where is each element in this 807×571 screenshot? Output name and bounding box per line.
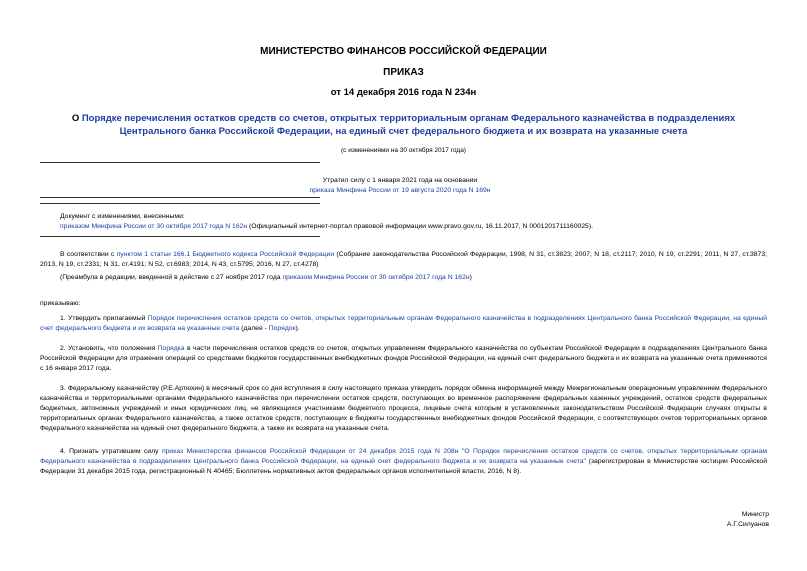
signature [649, 510, 769, 530]
budget-code-link[interactable]: пунктом 1 статьи 166.1 Бюджетного кодекса Российской Федерации [116, 251, 335, 258]
document-title [40, 112, 767, 138]
amended-link[interactable]: приказом Минфина России от 30 октября 2017 года N 162н [60, 223, 248, 230]
signature-title: Министр [741, 511, 769, 518]
doc-type-heading: ПРИКАЗ [383, 67, 424, 78]
edition-end: ) [469, 274, 472, 281]
preamble-text: (Собрание законодательства Российской Федерации, 1998, N 31, ст.3823; 2007, N 18, ст.2117; 2010, N 19, ст.2291; 2011, N 27, ст.3873; 2013, N 19, ст.2331; N 31, ст.4191; N 52, ст.6983; 2014, N 43, ст.5795; 2016, N 27, ст.4278) [40, 251, 768, 268]
ministry-heading: МИНИСТЕРСТВО ФИНАНСОВ РОССИЙСКОЙ ФЕДЕРАЦИИ [260, 46, 547, 57]
item-2 [40, 344, 767, 374]
edition-link[interactable]: приказом Минфина России от 30 октября 2017 года N 162н [282, 274, 470, 281]
order-word: приказываю: [40, 300, 81, 307]
title-prefix: О [71, 113, 82, 124]
divider [40, 197, 320, 198]
signature-name: А.Г.Силуанов [726, 521, 769, 528]
item-1-text: 1. Утвердить прилагаемый [60, 315, 148, 322]
procedure-link[interactable]: Порядок перечисления остатков средств со счетов, открытых территориальным органам Федерального казначейства в подразделениях Центрального банка Российской Федерации, на единый счет федерального бюджета и их возврата на указанные счета [40, 315, 767, 332]
lost-force-text: Утратил силу с 1 января 2021 года на основании [322, 177, 478, 184]
edition-text: (Преамбула в редакции, введенной в действие с 27 ноября 2017 года [60, 274, 283, 281]
item-2-text: 2. Установить, что положения [60, 345, 158, 352]
changes-note: (с изменениями на 30 октября 2017 года) [341, 147, 466, 154]
date-number-heading: от 14 декабря 2016 года N 234н [330, 87, 477, 98]
preamble-edition [40, 273, 767, 283]
procedure-short-link[interactable]: Порядок [268, 325, 296, 332]
amended-rest: (Официальный интернет-портал правовой информации www.pravo.gov.ru, 16.11.2017, N 0001201711160025). [247, 223, 593, 230]
amended-note [60, 212, 780, 232]
preamble [40, 250, 767, 270]
item-4 [40, 447, 767, 477]
divider [40, 236, 320, 237]
item-2-text: в части перечисления остатков средств со счетов, открытых управлениям Федерального казначейства по субъектам Российской Федерации в подразделениях Центрального банка Российской Федерации для отражения операций со средствами бюджетов государственных внебюджетных фондов Российской Федерации, на единый счет федерального бюджета и их возврата на указанные счета применяются с 16 января 2017 года. [40, 345, 767, 372]
lost-force-note [300, 176, 500, 196]
item-1-text: ). [295, 325, 300, 332]
item-4-text: 4. Признать утратившим силу [60, 448, 162, 455]
amended-source [60, 222, 780, 232]
divider [40, 162, 320, 163]
item-1 [40, 314, 767, 334]
item-1-text: (далее - [239, 325, 269, 332]
item-4-text: (зарегистрирован в Министерстве юстиции Российской Федерации 31 декабря 2015 года, регистрационный N 40465; Бюллетень нормативных актов федеральных органов исполнительной власти, 2016, N 8). [40, 458, 767, 475]
procedure-ref-link[interactable]: Порядка [157, 345, 185, 352]
item-3: 3. Федеральному казначейству (Р.Е.Артюхин) в месячный срок со дня вступления в силу настоящего приказа утвердить порядок обмена информацией между Межрегиональным операционным управлением Федерального казначейства и территориальными органами Федерального казначейства при перечислении остатков средств, поступающих во временное распоряжение федеральных казенных учреждений, остатков средств федеральных бюджетных, автономных учреждений и иных юридических лиц, не являющихся участниками бюджетного процесса, лицевые счета которым в установленных законодательством Российской Федерации случаях открыты в территориальных органах Федерального казначейства, а также остатков средств, поступающих в бюджеты государственных внебюджетных фондов Российской Федерации, с соответствующих счетов территориальных органов Федерального казначейства на единый счет федерального бюджета, а также их возврата на указанные счета. [40, 385, 767, 432]
repealed-order-link[interactable]: приказ Министерства финансов Российской Федерации от 24 декабря 2015 года N 208н "О Порядке перечисления остатков средств со счетов, открытых территориальным органам Федерального казначейства в подразделениях Центрального банка Российской Федерации, на единый счет федерального бюджета и их возврата на указанные счета" [40, 448, 767, 465]
amended-label: Документ с изменениями, внесенными: [60, 213, 185, 220]
title-link[interactable]: Порядке перечисления остатков средств со счетов, открытых территориальным органам Федерального казначейства в подразделениях Центрального банка Российской Федерации, на единый счет федерального бюджета и их возврата на указанные счета [81, 113, 736, 137]
divider [40, 203, 320, 204]
lost-force-link[interactable]: приказа Минфина России от 19 августа 2020 года N 169н [309, 187, 491, 194]
preamble-text: В соответствии с [60, 251, 117, 258]
